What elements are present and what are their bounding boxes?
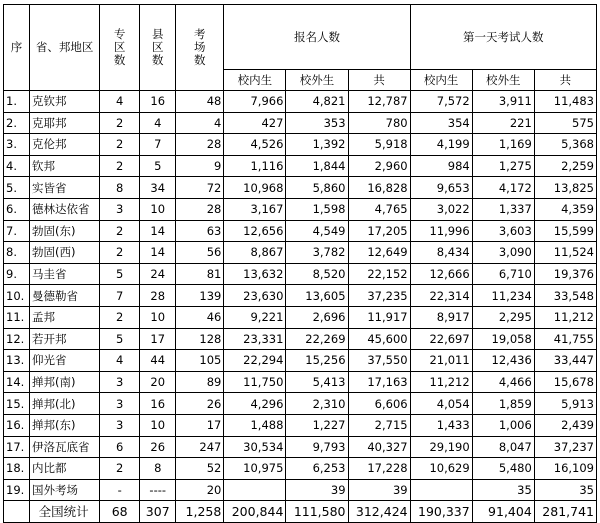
header-registered-inside: 校内生 (224, 70, 286, 91)
cell-registered-outside: 6,253 (286, 458, 348, 480)
cell-state: 曼德勒省 (30, 285, 100, 307)
cell-registered-total: 6,606 (348, 393, 410, 415)
cell-seq: 3. (4, 134, 30, 156)
cell-townships: 24 (140, 263, 176, 285)
cell-townships: ---- (140, 479, 176, 501)
cell-state: 国外考场 (30, 479, 100, 501)
cell-firstday-total: 2,259 (534, 155, 596, 177)
cell-registered-total: 4,765 (348, 198, 410, 220)
cell-firstday-outside: 8,047 (472, 436, 534, 458)
header-divisions: 专区数 (100, 5, 140, 91)
cell-firstday-total: 33,548 (534, 285, 596, 307)
cell-seq: 18. (4, 458, 30, 480)
cell-state: 勃固(西) (30, 242, 100, 264)
cell-registered-inside: 13,632 (224, 263, 286, 285)
table-row (4, 198, 597, 220)
table-header (4, 5, 597, 91)
cell-townships: 20 (140, 371, 176, 393)
cell-seq: 13. (4, 350, 30, 372)
cell-state: 掸邦(北) (30, 393, 100, 415)
cell-seq: 5. (4, 177, 30, 199)
cell-sites: 81 (176, 263, 224, 285)
table-row (4, 458, 597, 480)
header-townships: 县区数 (140, 5, 176, 91)
cell-firstday-outside: 19,058 (472, 328, 534, 350)
cell-sites: 89 (176, 371, 224, 393)
cell-townships: 8 (140, 458, 176, 480)
cell-divisions: 2 (100, 134, 140, 156)
cell-townships: 307 (140, 501, 176, 523)
cell-registered-total: 17,163 (348, 371, 410, 393)
cell-registered-total: 780 (348, 112, 410, 134)
table-row (4, 393, 597, 415)
cell-registered-outside: 353 (286, 112, 348, 134)
cell-seq: 9. (4, 263, 30, 285)
cell-firstday-total: 13,825 (534, 177, 596, 199)
cell-registered-total: 17,228 (348, 458, 410, 480)
cell-firstday-outside: 3,911 (472, 91, 534, 113)
header-firstday-outside: 校外生 (472, 70, 534, 91)
table-row (4, 306, 597, 328)
cell-registered-total: 45,600 (348, 328, 410, 350)
cell-firstday-inside: 29,190 (410, 436, 472, 458)
cell-sites: 56 (176, 242, 224, 264)
cell-townships: 17 (140, 328, 176, 350)
cell-sites: 63 (176, 220, 224, 242)
cell-townships: 10 (140, 414, 176, 436)
cell-firstday-outside: 91,404 (472, 501, 534, 523)
cell-firstday-outside: 6,710 (472, 263, 534, 285)
cell-divisions: 2 (100, 155, 140, 177)
cell-registered-inside: 1,116 (224, 155, 286, 177)
cell-divisions: 7 (100, 285, 140, 307)
cell-sites: 4 (176, 112, 224, 134)
cell-townships: 16 (140, 393, 176, 415)
cell-state: 实皆省 (30, 177, 100, 199)
cell-state: 伊洛瓦底省 (30, 436, 100, 458)
cell-registered-inside (224, 479, 286, 501)
cell-townships: 10 (140, 198, 176, 220)
table-row (4, 134, 597, 156)
cell-divisions: 4 (100, 91, 140, 113)
cell-state: 勃固(东) (30, 220, 100, 242)
cell-firstday-outside: 221 (472, 112, 534, 134)
table-row (4, 285, 597, 307)
cell-sites: 139 (176, 285, 224, 307)
cell-divisions: 2 (100, 306, 140, 328)
cell-firstday-outside: 3,603 (472, 220, 534, 242)
cell-divisions: 2 (100, 242, 140, 264)
header-firstday-group: 第一天考试人数 (410, 5, 596, 70)
cell-townships: 16 (140, 91, 176, 113)
cell-state: 马圭省 (30, 263, 100, 285)
cell-state: 内比都 (30, 458, 100, 480)
cell-registered-inside: 10,975 (224, 458, 286, 480)
cell-firstday-total: 11,483 (534, 91, 596, 113)
cell-registered-total: 16,828 (348, 177, 410, 199)
cell-firstday-outside: 12,436 (472, 350, 534, 372)
header-firstday-inside: 校内生 (410, 70, 472, 91)
cell-seq: 16. (4, 414, 30, 436)
cell-registered-inside: 4,296 (224, 393, 286, 415)
cell-firstday-inside: 22,314 (410, 285, 472, 307)
cell-registered-total: 37,235 (348, 285, 410, 307)
table-row (4, 263, 597, 285)
table-row (4, 350, 597, 372)
cell-registered-outside: 1,598 (286, 198, 348, 220)
cell-townships: 7 (140, 134, 176, 156)
cell-seq: 4. (4, 155, 30, 177)
header-registered-group: 报名人数 (224, 5, 410, 70)
cell-firstday-inside: 21,011 (410, 350, 472, 372)
cell-registered-outside: 4,821 (286, 91, 348, 113)
cell-townships: 4 (140, 112, 176, 134)
cell-registered-total: 312,424 (348, 501, 410, 523)
cell-sites: 46 (176, 306, 224, 328)
cell-registered-outside: 13,605 (286, 285, 348, 307)
cell-state: 若开邦 (30, 328, 100, 350)
cell-townships: 5 (140, 155, 176, 177)
cell-registered-outside: 9,793 (286, 436, 348, 458)
table-row (4, 155, 597, 177)
cell-sites: 48 (176, 91, 224, 113)
cell-firstday-total: 15,599 (534, 220, 596, 242)
cell-firstday-inside: 1,433 (410, 414, 472, 436)
cell-townships: 34 (140, 177, 176, 199)
cell-state: 克耶邦 (30, 112, 100, 134)
header-state: 省、邦地区 (30, 5, 100, 91)
cell-firstday-inside: 11,996 (410, 220, 472, 242)
cell-seq: 2. (4, 112, 30, 134)
cell-seq (4, 501, 30, 523)
cell-firstday-total: 575 (534, 112, 596, 134)
cell-townships: 44 (140, 350, 176, 372)
cell-registered-outside: 3,782 (286, 242, 348, 264)
cell-divisions: - (100, 479, 140, 501)
cell-registered-inside: 427 (224, 112, 286, 134)
cell-state: 钦邦 (30, 155, 100, 177)
cell-divisions: 4 (100, 350, 140, 372)
cell-divisions: 3 (100, 371, 140, 393)
cell-firstday-inside: 190,337 (410, 501, 472, 523)
cell-firstday-total: 16,109 (534, 458, 596, 480)
cell-registered-inside: 10,968 (224, 177, 286, 199)
cell-registered-inside: 3,167 (224, 198, 286, 220)
cell-registered-total: 37,550 (348, 350, 410, 372)
cell-sites: 17 (176, 414, 224, 436)
cell-divisions: 8 (100, 177, 140, 199)
cell-divisions: 5 (100, 263, 140, 285)
cell-firstday-inside: 984 (410, 155, 472, 177)
cell-registered-inside: 23,630 (224, 285, 286, 307)
cell-registered-total: 2,715 (348, 414, 410, 436)
cell-firstday-total: 281,741 (534, 501, 596, 523)
cell-registered-total: 11,917 (348, 306, 410, 328)
cell-townships: 14 (140, 220, 176, 242)
cell-divisions: 2 (100, 220, 140, 242)
header-row-primary (4, 5, 597, 70)
table-row (4, 328, 597, 350)
cell-registered-inside: 1,488 (224, 414, 286, 436)
cell-sites: 1,258 (176, 501, 224, 523)
cell-firstday-total: 2,439 (534, 414, 596, 436)
statistics-table (3, 4, 597, 523)
table-row (4, 414, 597, 436)
cell-registered-outside: 2,310 (286, 393, 348, 415)
cell-sites: 9 (176, 155, 224, 177)
cell-sites: 128 (176, 328, 224, 350)
cell-firstday-inside: 11,212 (410, 371, 472, 393)
cell-seq: 15. (4, 393, 30, 415)
cell-state: 掸邦(东) (30, 414, 100, 436)
cell-firstday-total: 33,447 (534, 350, 596, 372)
cell-registered-outside: 111,580 (286, 501, 348, 523)
cell-firstday-inside: 4,199 (410, 134, 472, 156)
cell-firstday-total: 5,913 (534, 393, 596, 415)
table-row (4, 479, 597, 501)
cell-firstday-total: 41,755 (534, 328, 596, 350)
cell-firstday-total: 4,359 (534, 198, 596, 220)
cell-registered-inside: 23,331 (224, 328, 286, 350)
header-sites: 考场数 (176, 5, 224, 91)
cell-seq: 19. (4, 479, 30, 501)
cell-divisions: 3 (100, 414, 140, 436)
cell-firstday-outside: 1,006 (472, 414, 534, 436)
table-body (4, 91, 597, 523)
cell-registered-outside: 1,227 (286, 414, 348, 436)
cell-registered-total: 2,960 (348, 155, 410, 177)
cell-registered-total: 39 (348, 479, 410, 501)
cell-firstday-total: 19,376 (534, 263, 596, 285)
table-row (4, 112, 597, 134)
cell-seq: 8. (4, 242, 30, 264)
cell-firstday-total: 11,524 (534, 242, 596, 264)
cell-registered-outside: 1,392 (286, 134, 348, 156)
cell-firstday-outside: 11,234 (472, 285, 534, 307)
cell-townships: 14 (140, 242, 176, 264)
table-row (4, 91, 597, 113)
header-registered-outside: 校外生 (286, 70, 348, 91)
cell-firstday-inside: 8,917 (410, 306, 472, 328)
cell-firstday-inside: 9,653 (410, 177, 472, 199)
cell-registered-outside: 8,520 (286, 263, 348, 285)
cell-state: 克伦邦 (30, 134, 100, 156)
cell-townships: 28 (140, 285, 176, 307)
cell-firstday-total: 37,237 (534, 436, 596, 458)
cell-firstday-outside: 5,480 (472, 458, 534, 480)
cell-sites: 26 (176, 393, 224, 415)
cell-registered-outside: 1,844 (286, 155, 348, 177)
cell-registered-inside: 12,656 (224, 220, 286, 242)
table-row (4, 242, 597, 264)
cell-firstday-outside: 1,169 (472, 134, 534, 156)
cell-firstday-outside: 4,172 (472, 177, 534, 199)
cell-registered-outside: 15,256 (286, 350, 348, 372)
cell-registered-inside: 4,526 (224, 134, 286, 156)
cell-sites: 105 (176, 350, 224, 372)
header-firstday-total: 共 (534, 70, 596, 91)
cell-state: 德林达依省 (30, 198, 100, 220)
cell-firstday-outside: 2,295 (472, 306, 534, 328)
cell-registered-total: 22,152 (348, 263, 410, 285)
cell-state: 全国统计 (30, 501, 100, 523)
header-seq: 序 (4, 5, 30, 91)
cell-registered-total: 40,327 (348, 436, 410, 458)
cell-divisions: 68 (100, 501, 140, 523)
cell-firstday-total: 11,212 (534, 306, 596, 328)
cell-registered-inside: 30,534 (224, 436, 286, 458)
cell-firstday-inside: 22,697 (410, 328, 472, 350)
table-row-total (4, 501, 597, 523)
cell-state: 仰光省 (30, 350, 100, 372)
cell-firstday-total: 35 (534, 479, 596, 501)
cell-seq: 10. (4, 285, 30, 307)
cell-firstday-inside: 10,629 (410, 458, 472, 480)
cell-seq: 12. (4, 328, 30, 350)
cell-registered-inside: 7,966 (224, 91, 286, 113)
cell-registered-outside: 39 (286, 479, 348, 501)
cell-seq: 1. (4, 91, 30, 113)
cell-registered-inside: 200,844 (224, 501, 286, 523)
cell-registered-inside: 22,294 (224, 350, 286, 372)
cell-registered-outside: 22,269 (286, 328, 348, 350)
cell-registered-outside: 4,549 (286, 220, 348, 242)
cell-registered-total: 5,918 (348, 134, 410, 156)
table-row (4, 220, 597, 242)
cell-firstday-inside: 12,666 (410, 263, 472, 285)
cell-firstday-outside: 1,859 (472, 393, 534, 415)
cell-firstday-inside: 3,022 (410, 198, 472, 220)
cell-divisions: 3 (100, 198, 140, 220)
cell-firstday-inside: 7,572 (410, 91, 472, 113)
cell-registered-outside: 5,860 (286, 177, 348, 199)
cell-registered-outside: 2,696 (286, 306, 348, 328)
cell-firstday-total: 15,678 (534, 371, 596, 393)
cell-townships: 10 (140, 306, 176, 328)
cell-firstday-outside: 1,337 (472, 198, 534, 220)
cell-registered-inside: 11,750 (224, 371, 286, 393)
cell-seq: 7. (4, 220, 30, 242)
cell-sites: 28 (176, 198, 224, 220)
cell-seq: 14. (4, 371, 30, 393)
cell-firstday-outside: 4,466 (472, 371, 534, 393)
cell-divisions: 2 (100, 458, 140, 480)
cell-registered-inside: 9,221 (224, 306, 286, 328)
table-row (4, 436, 597, 458)
cell-firstday-inside: 8,434 (410, 242, 472, 264)
header-registered-total: 共 (348, 70, 410, 91)
cell-registered-total: 12,649 (348, 242, 410, 264)
cell-divisions: 2 (100, 112, 140, 134)
cell-firstday-inside (410, 479, 472, 501)
cell-seq: 17. (4, 436, 30, 458)
table-row (4, 371, 597, 393)
cell-divisions: 6 (100, 436, 140, 458)
cell-state: 掸邦(南) (30, 371, 100, 393)
cell-sites: 72 (176, 177, 224, 199)
cell-firstday-inside: 4,054 (410, 393, 472, 415)
cell-sites: 28 (176, 134, 224, 156)
cell-firstday-outside: 35 (472, 479, 534, 501)
cell-state: 孟邦 (30, 306, 100, 328)
cell-divisions: 3 (100, 393, 140, 415)
cell-registered-outside: 5,413 (286, 371, 348, 393)
table-row (4, 177, 597, 199)
cell-sites: 52 (176, 458, 224, 480)
cell-registered-total: 17,205 (348, 220, 410, 242)
cell-state: 克钦邦 (30, 91, 100, 113)
cell-sites: 20 (176, 479, 224, 501)
cell-registered-total: 12,787 (348, 91, 410, 113)
cell-firstday-inside: 354 (410, 112, 472, 134)
cell-seq: 11. (4, 306, 30, 328)
cell-firstday-total: 5,368 (534, 134, 596, 156)
cell-firstday-outside: 3,090 (472, 242, 534, 264)
cell-divisions: 5 (100, 328, 140, 350)
cell-firstday-outside: 1,275 (472, 155, 534, 177)
cell-sites: 247 (176, 436, 224, 458)
cell-registered-inside: 8,867 (224, 242, 286, 264)
cell-townships: 26 (140, 436, 176, 458)
cell-seq: 6. (4, 198, 30, 220)
